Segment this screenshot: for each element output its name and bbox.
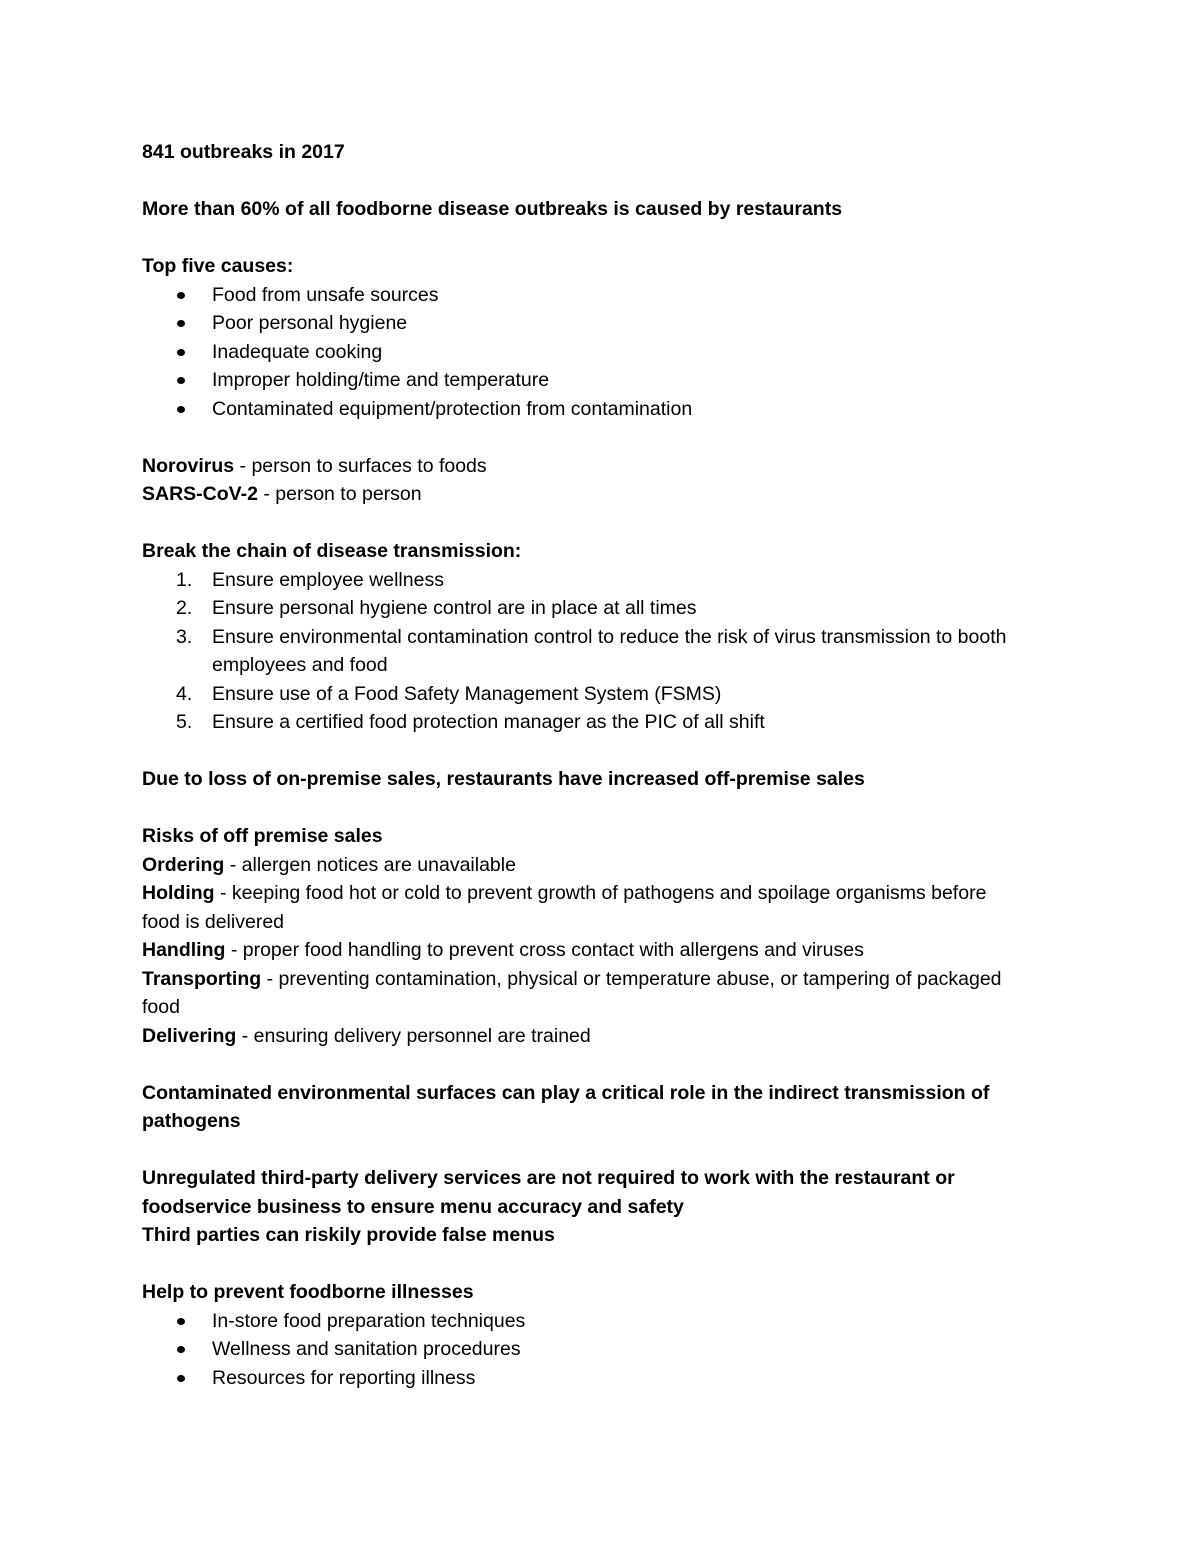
bullet-icon bbox=[177, 1318, 185, 1325]
offpremise-line: Due to loss of on-premise sales, restaurants have increased off-premise sales bbox=[142, 768, 865, 790]
risk-item bbox=[142, 851, 1072, 880]
document-body bbox=[142, 138, 1072, 1392]
bullet-icon bbox=[177, 349, 185, 356]
list-item: 5. Ensure a certified food protection manager as the PIC of all shift bbox=[142, 708, 1072, 737]
false-menus-line: Third parties can riskily provide false menus bbox=[142, 1224, 555, 1246]
bullet-icon bbox=[177, 377, 185, 384]
prevent-heading: Help to prevent foodborne illnesses bbox=[142, 1281, 474, 1303]
risk-item bbox=[142, 965, 1072, 1022]
risk-item bbox=[142, 936, 1072, 965]
item-number: 1. bbox=[176, 568, 193, 591]
term: Norovirus bbox=[142, 454, 235, 477]
list-item: Poor personal hygiene bbox=[142, 309, 1072, 338]
description: - proper food handling to prevent cross contact with allergens and viruses bbox=[225, 939, 864, 961]
list-item: Improper holding/time and temperature bbox=[142, 366, 1072, 395]
description: - person to person bbox=[257, 483, 422, 505]
risk-item bbox=[142, 1022, 1072, 1051]
term: Ordering bbox=[142, 853, 225, 876]
description: - preventing contamination, physical or temperature abuse, or tampering of packaged food bbox=[142, 967, 1002, 1018]
bullet-icon bbox=[177, 1375, 185, 1382]
description: - allergen notices are unavailable bbox=[224, 853, 516, 876]
restaurants-share-line: More than 60% of all foodborne disease outbreaks is caused by restaurants bbox=[142, 198, 843, 220]
item-number: 3. bbox=[176, 625, 193, 648]
list-item: Contaminated equipment/protection from contamination bbox=[142, 395, 1072, 424]
list-item: Inadequate cooking bbox=[142, 338, 1072, 367]
term: Holding bbox=[142, 882, 215, 904]
list-item: 3. Ensure environmental contamination control to reduce the risk of virus transmission to booth employees and food bbox=[142, 623, 1072, 680]
chain-heading: Break the chain of disease transmission: bbox=[142, 540, 522, 562]
term: SARS-CoV-2 bbox=[142, 483, 258, 505]
thirdparty-line: Unregulated third-party delivery services are not required to work with the restaurant or foodservice business to ensure menu accuracy and safety bbox=[142, 1167, 955, 1218]
causes-list bbox=[142, 281, 1072, 424]
list-item: Resources for reporting illness bbox=[142, 1364, 1072, 1393]
risk-item bbox=[142, 879, 1072, 936]
bullet-icon bbox=[177, 1346, 185, 1353]
prevent-list bbox=[142, 1307, 1072, 1393]
chain-list bbox=[142, 566, 1072, 737]
list-item: 1. Ensure employee wellness bbox=[142, 566, 1072, 595]
sars-line bbox=[142, 480, 1072, 509]
list-item: Wellness and sanitation procedures bbox=[142, 1335, 1072, 1364]
list-item: 4. Ensure use of a Food Safety Management System (FSMS) bbox=[142, 680, 1072, 709]
outbreaks-count-line: 841 outbreaks in 2017 bbox=[142, 141, 345, 163]
risks-heading: Risks of off premise sales bbox=[142, 825, 383, 847]
description: - ensuring delivery personnel are trained bbox=[236, 1024, 591, 1047]
item-number: 2. bbox=[176, 597, 193, 619]
description: - person to surfaces to foods bbox=[234, 454, 487, 477]
surfaces-line: Contaminated environmental surfaces can play a critical role in the indirect transmission of pathogens bbox=[142, 1081, 990, 1132]
term: Transporting bbox=[142, 967, 262, 990]
bullet-icon bbox=[177, 292, 185, 299]
term: Delivering bbox=[142, 1024, 237, 1047]
bullet-icon bbox=[177, 406, 185, 413]
list-item: 2. Ensure personal hygiene control are in place at all times bbox=[142, 594, 1072, 623]
list-item: Food from unsafe sources bbox=[142, 281, 1072, 310]
description: - keeping food hot or cold to prevent growth of pathogens and spoilage organisms before food is delivered bbox=[142, 882, 987, 933]
list-item: In-store food preparation techniques bbox=[142, 1307, 1072, 1336]
bullet-icon bbox=[177, 320, 185, 327]
norovirus-line bbox=[142, 452, 1072, 481]
item-number: 5. bbox=[176, 711, 193, 733]
term: Handling bbox=[142, 939, 226, 961]
causes-heading: Top five causes: bbox=[142, 255, 294, 277]
item-number: 4. bbox=[176, 682, 193, 705]
